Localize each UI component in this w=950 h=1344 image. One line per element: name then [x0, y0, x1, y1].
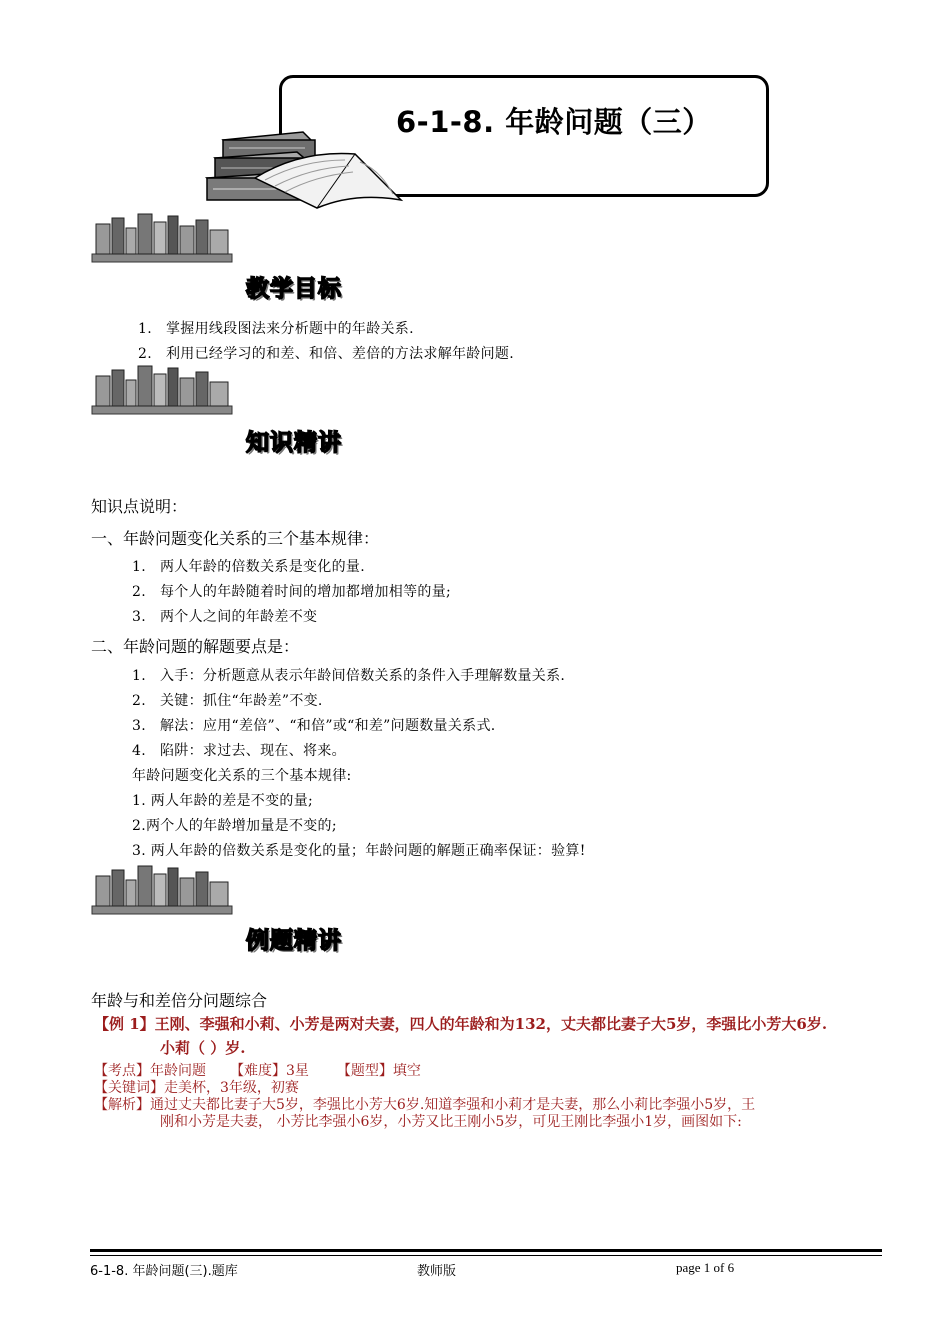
- knowledge-item: 1. 入手：分析题意从表示年龄间倍数关系的条件入手理解数量关系.: [132, 668, 566, 684]
- knowledge-item: 2.两个人的年龄增加量是不变的;: [132, 818, 337, 834]
- knowledge-item: 2. 关键：抓住“年龄差”不变.: [132, 693, 323, 709]
- knowledge-item: 1. 两人年龄的倍数关系是变化的量.: [132, 559, 365, 575]
- knowledge-item: 3. 解法：应用“差倍”、“和倍”或“和差”问题数量关系式.: [132, 718, 496, 734]
- example-question: 【例 1】王刚、李强和小莉、小芳是两对夫妻，四人的年龄和为132，丈夫都比妻子大5岁，李强比小芳大6岁.: [94, 1015, 828, 1033]
- knowledge-item: 1. 两人年龄的差是不变的量;: [132, 793, 314, 809]
- example-keywords: 【关键词】走美杯，3年级，初赛: [94, 1080, 299, 1096]
- example-question-cont: 小莉（ ）岁.: [160, 1039, 246, 1057]
- footer-page-number: page 1 of 6: [676, 1260, 735, 1275]
- section-title-knowledge: 知识精讲: [246, 430, 342, 456]
- page-title: 6-1-8. 年龄问题（三）: [396, 105, 712, 139]
- footer-rule-thin: [90, 1255, 882, 1256]
- example-analysis: 【解析】通过丈夫都比妻子大5岁，李强比小芳大6岁.知道李强和小莉才是夫妻，那么小莉比李强小5岁，王: [94, 1097, 756, 1113]
- knowledge-item: 3. 两人年龄的倍数关系是变化的量；年龄问题的解题正确率保证：验算!: [132, 843, 586, 859]
- footer-doc-name: 6-1-8. 年龄问题(三).题库: [90, 1264, 238, 1279]
- bookshelf-icon: [90, 362, 235, 417]
- knowledge-heading-1: 一、年龄问题变化关系的三个基本规律：: [91, 529, 380, 548]
- footer-edition: 教师版: [417, 1264, 457, 1279]
- example-analysis-cont: 刚和小芳是夫妻， 小芳比李强小6岁，小芳又比王刚小5岁，可见王刚比李强小1岁，画图如下:: [160, 1114, 742, 1130]
- bookshelf-icon: [90, 862, 235, 917]
- goal-item: 2. 利用已经学习的和差、和倍、差倍的方法求解年龄问题.: [138, 346, 514, 362]
- goal-item: 1. 掌握用线段图法来分析题中的年龄关系.: [138, 321, 414, 337]
- example-meta: 【考点】年龄问题 【难度】3星 【题型】填空: [94, 1063, 421, 1079]
- section-title-examples: 例题精讲: [246, 928, 342, 954]
- knowledge-subheading: 年龄问题变化关系的三个基本规律:: [132, 768, 352, 784]
- knowledge-heading-2: 二、年龄问题的解题要点是：: [91, 637, 300, 656]
- knowledge-item: 4. 陷阱：求过去、现在、将来。: [132, 743, 346, 759]
- knowledge-item: 2. 每个人的年龄随着时间的增加都增加相等的量;: [132, 584, 452, 600]
- knowledge-item: 3. 两个人之间的年龄差不变: [132, 609, 318, 625]
- example-label: 【例 1】: [94, 1015, 155, 1033]
- bookshelf-icon: [90, 210, 235, 265]
- books-illustration: [205, 120, 405, 212]
- knowledge-intro: 知识点说明：: [91, 497, 188, 516]
- example-topic: 年龄与和差倍分问题综合: [91, 991, 268, 1010]
- section-title-goals: 教学目标: [246, 276, 342, 302]
- footer-rule-thick: [90, 1249, 882, 1252]
